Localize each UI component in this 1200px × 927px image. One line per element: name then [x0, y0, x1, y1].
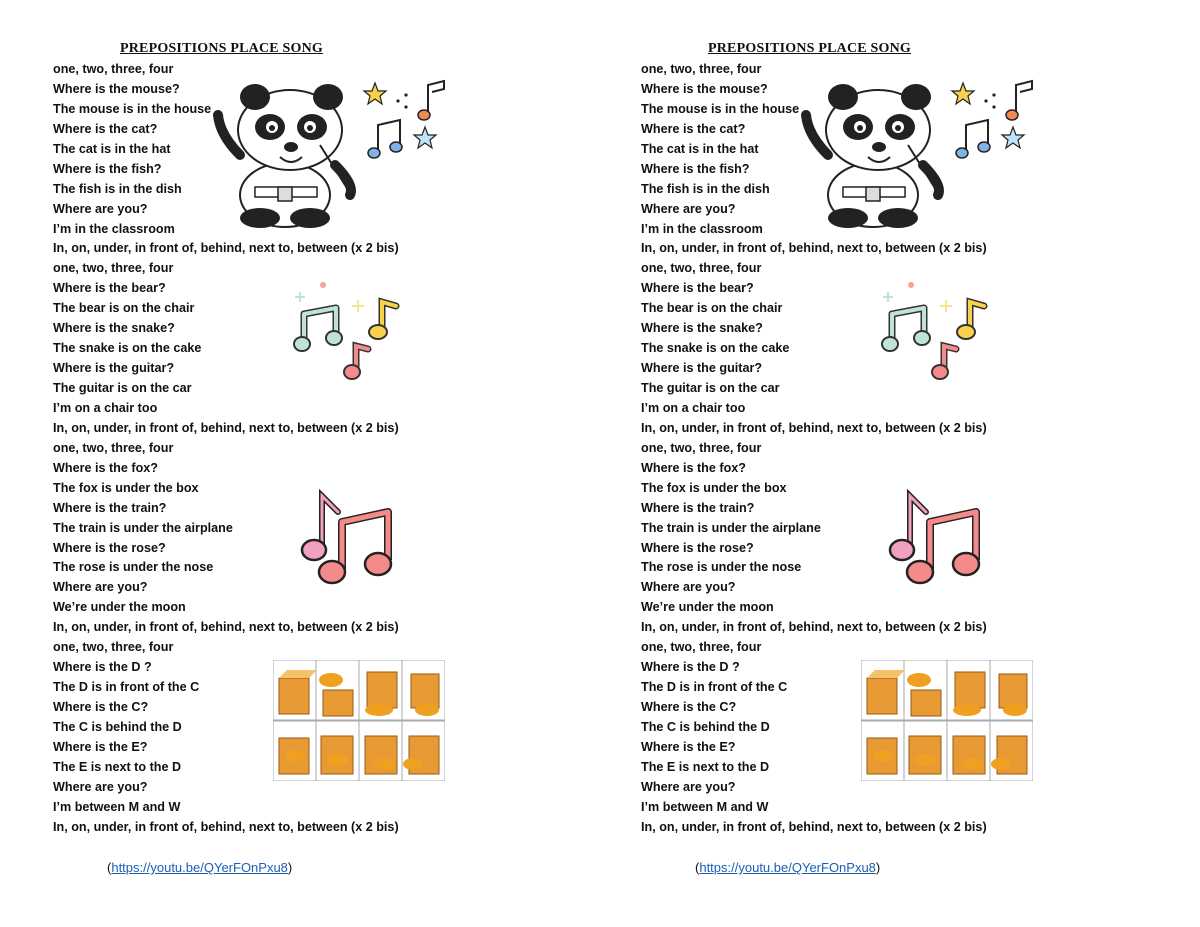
lyric-line: The snake is on the cake [641, 341, 790, 356]
lyric-line: The cat is in the hat [641, 141, 759, 156]
lyric-line: The fish is in the dish [53, 181, 182, 196]
lyric-line: I’m on a chair too [641, 400, 746, 415]
song-title: PREPOSITIONS PLACE SONG [708, 41, 911, 56]
lyric-line: In, on, under, in front of, behind, next to, between (x 2 bis) [641, 819, 987, 834]
lyric-line: The cat is in the hat [53, 141, 171, 156]
lyric-line: Where is the guitar? [53, 361, 175, 376]
lyric-line: Where is the rose? [641, 540, 754, 555]
lyric-line: The train is under the airplane [53, 520, 233, 535]
source-citation [107, 860, 292, 875]
paren-close: ) [875, 860, 881, 875]
lyric-line: I’m between M and W [641, 799, 769, 814]
lyric-line: In, on, under, in front of, behind, next to, between (x 2 bis) [641, 420, 987, 435]
lyric-line: In, on, under, in front of, behind, next to, between (x 2 bis) [53, 819, 399, 834]
boxes-prepositions-image [273, 660, 445, 781]
pink-music-notes-image [888, 488, 988, 588]
lyric-line: The C is behind the D [53, 719, 182, 734]
lyric-line: I’m in the classroom [641, 221, 763, 236]
lyric-line: The D is in front of the C [641, 680, 788, 695]
lyric-line: The rose is under the nose [641, 560, 802, 575]
lyric-line: The mouse is in the house [53, 101, 212, 116]
lyric-line: Where is the bear? [53, 281, 166, 296]
source-citation [695, 860, 880, 875]
lyric-line: Where is the cat? [53, 121, 158, 136]
music-notes-image [290, 280, 410, 385]
lyric-line: Where are you? [641, 580, 736, 595]
youtube-link[interactable]: https://youtu.be/QYerFOnPxu8 [699, 860, 876, 875]
lyric-line: The fox is under the box [641, 480, 787, 495]
lyric-line: The mouse is in the house [641, 101, 800, 116]
pink-music-notes-image [300, 488, 400, 588]
lyric-line: The train is under the airplane [641, 520, 821, 535]
music-notes-image [878, 280, 998, 385]
lyric-line: Where is the D ? [53, 660, 152, 675]
lyric-line: In, on, under, in front of, behind, next to, between (x 2 bis) [53, 620, 399, 635]
lyric-line: Where is the fox? [53, 460, 158, 475]
lyric-line: one, two, three, four [641, 62, 762, 76]
lyric-line: Where are you? [53, 779, 148, 794]
lyric-line: one, two, three, four [53, 261, 174, 276]
youtube-link[interactable]: https://youtu.be/QYerFOnPxu8 [111, 860, 288, 875]
lyric-line: Where is the guitar? [641, 361, 763, 376]
lyric-line: Where is the train? [53, 500, 167, 515]
lyric-line: We’re under the moon [53, 600, 186, 615]
lyric-line: Where is the E? [53, 739, 148, 754]
lyric-line: Where is the fish? [53, 161, 162, 176]
lyric-line: The guitar is on the car [641, 381, 780, 395]
panda-conductor-image [798, 75, 1038, 230]
panda-figure [218, 84, 351, 228]
lyric-line: Where is the bear? [641, 281, 754, 296]
paren-close: ) [287, 860, 293, 875]
lyric-line: I’m on a chair too [53, 400, 158, 415]
panda-conductor-image [210, 75, 450, 230]
lyric-line: Where is the C? [641, 700, 737, 714]
music-notes-decoration [952, 81, 1032, 158]
lyric-line: The rose is under the nose [53, 560, 214, 575]
lyric-line: Where are you? [641, 779, 736, 794]
worksheet-left [0, 0, 560, 927]
box-grid [861, 660, 1033, 781]
lyric-line: In, on, under, in front of, behind, next to, between (x 2 bis) [53, 420, 399, 435]
lyric-line: Where is the rose? [53, 540, 166, 555]
lyric-line: Where is the D ? [641, 660, 740, 675]
paren-open: ( [107, 860, 112, 875]
lyric-line: In, on, under, in front of, behind, next to, between (x 2 bis) [641, 620, 987, 635]
lyric-line: In, on, under, in front of, behind, next to, between (x 2 bis) [53, 241, 399, 256]
lyric-line: The snake is on the cake [53, 341, 202, 356]
lyric-line: Where is the mouse? [641, 81, 768, 96]
box-grid [273, 660, 445, 781]
lyric-line: Where is the train? [641, 500, 755, 515]
lyric-line: one, two, three, four [641, 640, 762, 655]
lyric-line: Where is the C? [53, 700, 149, 714]
lyric-line: Where is the snake? [53, 321, 175, 336]
lyric-line: one, two, three, four [641, 440, 762, 455]
lyric-line: Where are you? [53, 580, 148, 595]
worksheet-right [588, 0, 1148, 927]
lyric-line: one, two, three, four [641, 261, 762, 276]
lyric-line: one, two, three, four [53, 440, 174, 455]
lyric-line: Where is the mouse? [53, 81, 180, 96]
boxes-prepositions-image [861, 660, 1033, 781]
lyric-line: The bear is on the chair [641, 301, 783, 316]
lyric-line: In, on, under, in front of, behind, next to, between (x 2 bis) [641, 241, 987, 256]
lyric-line: one, two, three, four [53, 62, 174, 76]
lyric-line: one, two, three, four [53, 640, 174, 655]
lyric-line: Where is the snake? [641, 321, 763, 336]
lyric-line: The E is next to the D [641, 759, 770, 774]
lyric-line: The C is behind the D [641, 719, 770, 734]
paren-open: ( [695, 860, 700, 875]
lyric-line: We’re under the moon [641, 600, 774, 615]
lyric-line: I’m in the classroom [53, 221, 175, 236]
lyric-line: I’m between M and W [53, 799, 181, 814]
lyric-line: The guitar is on the car [53, 381, 192, 395]
lyric-line: The D is in front of the C [53, 680, 200, 695]
song-title: PREPOSITIONS PLACE SONG [120, 41, 323, 56]
music-notes-decoration [364, 81, 444, 158]
lyric-line: The fox is under the box [53, 480, 199, 495]
lyric-line: Where is the fish? [641, 161, 750, 176]
lyric-line: Where is the E? [641, 739, 736, 754]
lyric-line: Where is the cat? [641, 121, 746, 136]
lyric-line: The fish is in the dish [641, 181, 770, 196]
lyric-line: Where are you? [641, 201, 736, 216]
lyric-line: Where is the fox? [641, 460, 746, 475]
lyric-line: The E is next to the D [53, 759, 182, 774]
lyric-line: Where are you? [53, 201, 148, 216]
panda-figure [806, 84, 939, 228]
lyric-line: The bear is on the chair [53, 301, 195, 316]
